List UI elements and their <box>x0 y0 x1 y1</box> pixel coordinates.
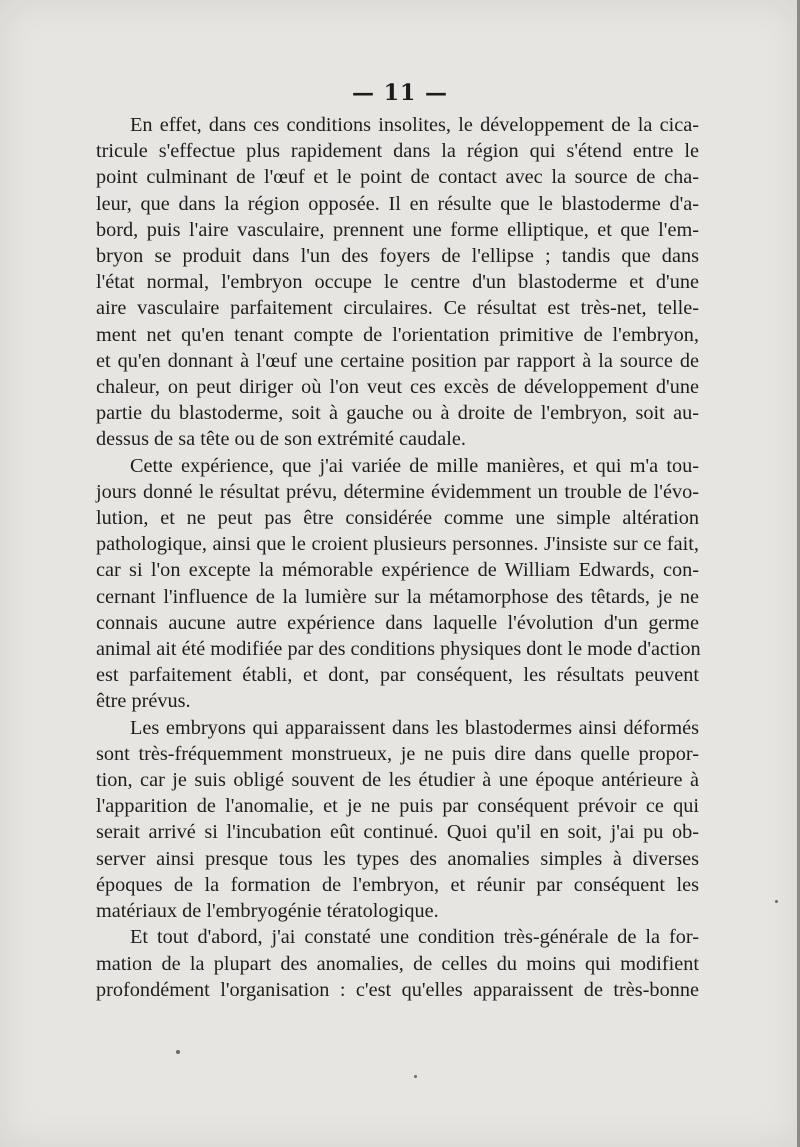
ink-speck <box>176 1050 180 1054</box>
text-line: Les embryons qui apparaissent dans les blastodermes ainsi déformés <box>130 716 699 739</box>
text-line: partie du blastoderme, soit à gauche ou à droite de l'embryon, soit au- <box>96 402 699 425</box>
text-line: mation de la plupart des anomalies, de celles du moins qui modifient <box>96 952 699 975</box>
text-line: connais aucune autre expérience dans laquelle l'évolution d'un germe <box>96 611 699 634</box>
text-line: aire vasculaire parfaitement circulaires. Ce résultat est très-net, telle- <box>96 297 699 320</box>
ink-speck <box>775 900 778 903</box>
text-line: sont très-fréquemment monstrueux, je ne puis dire dans quelle propor- <box>96 742 699 765</box>
text-line: et qu'en donnant à l'œuf une certaine position par rapport à la source de <box>96 349 699 372</box>
text-line: matériaux de l'embryogénie tératologique. <box>96 900 439 923</box>
text-line: Cette expérience, que j'ai variée de mille manières, et qui m'a tou- <box>130 454 699 477</box>
text-line: bord, puis l'aire vasculaire, prennent une forme elliptique, et que l'em- <box>96 218 699 241</box>
text-line: lution, et ne peut pas être considérée comme une simple altération <box>96 507 699 530</box>
text-line: Et tout d'abord, j'ai constaté une condition très-générale de la for- <box>130 926 699 949</box>
text-line: point culminant de l'œuf et le point de contact avec la source de cha- <box>96 166 699 189</box>
text-line: bryon se produit dans l'un des foyers de l'ellipse ; tandis que dans <box>96 245 699 268</box>
text-line: jours donné le résultat prévu, détermine évidemment un trouble de l'évo- <box>96 480 699 503</box>
text-line: tricule s'effectue plus rapidement dans la région qui s'étend entre le <box>96 140 699 163</box>
text-line: ment net qu'en tenant compte de l'orientation primitive de l'embryon, <box>96 323 699 346</box>
text-line: l'état normal, l'embryon occupe le centre d'un blastoderme et d'une <box>96 271 699 294</box>
ink-speck <box>414 1075 417 1078</box>
text-line: pathologique, ainsi que le croient plusieurs personnes. J'insiste sur ce fait, <box>96 533 699 556</box>
text-line: En effet, dans ces conditions insolites, le développement de la cica- <box>130 114 699 136</box>
page-number: — 11 — <box>352 80 448 106</box>
text-line: époques de la formation de l'embryon, et réunir par conséquent les <box>96 873 699 896</box>
text-line: chaleur, on peut diriger où l'on veut ces excès de développement d'une <box>96 376 699 399</box>
text-line: tion, car je suis obligé souvent de les étudier à une époque antérieure à <box>96 769 699 792</box>
text-line: animal ait été modifiée par des conditions physiques dont le mode d'action <box>96 638 701 661</box>
text-line: dessus de sa tête ou de son extrémité caudale. <box>96 428 467 451</box>
text-line: leur, que dans la région opposée. Il en résulte que le blastoderme d'a- <box>96 192 699 215</box>
text-line: serait arrivé si l'incubation eût continué. Quoi qu'il en soit, j'ai pu ob- <box>96 821 699 844</box>
text-line: profondément l'organisation : c'est qu'elles apparaissent de très-bonne <box>96 978 699 1001</box>
text-line: est parfaitement établi, et dont, par conséquent, les résultats peuvent <box>96 664 699 687</box>
text-line: car si l'on excepte la mémorable expérience de William Edwards, con- <box>96 559 699 582</box>
text-line: server ainsi presque tous les types des anomalies simples à diverses <box>96 847 699 870</box>
body-text <box>96 112 699 1003</box>
text-line: l'apparition de l'anomalie, et je ne puis par conséquent prévoir ce qui <box>96 795 699 818</box>
text-line: cernant l'influence de la lumière sur la métamorphose des têtards, je ne <box>96 585 699 608</box>
text-line: être prévus. <box>96 690 191 713</box>
